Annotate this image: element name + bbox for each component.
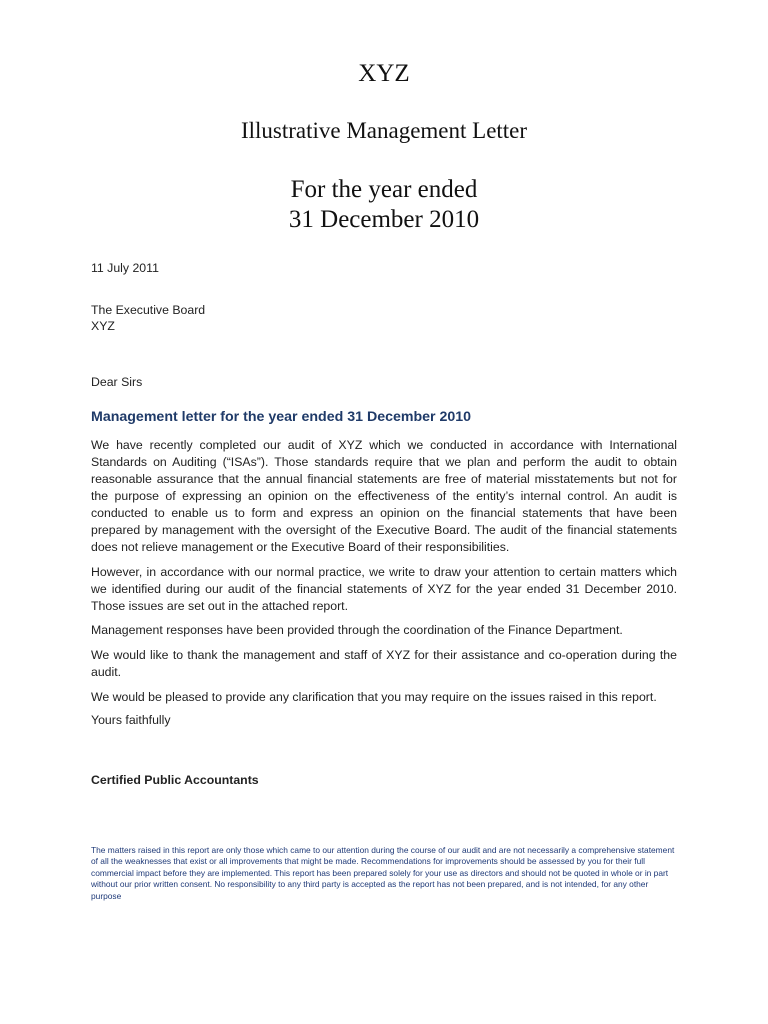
paragraph-thanks: We would like to thank the management and staff of XYZ for their assistance and co-operation during the audit.	[91, 648, 677, 679]
signature-firm: Certified Public Accountants	[91, 773, 259, 787]
letter-date: 11 July 2011	[91, 261, 159, 275]
subject-heading: Management letter for the year ended 31 December 2010	[91, 409, 472, 425]
closing-line: Yours faithfully	[91, 713, 171, 727]
salutation: Dear Sirs	[91, 375, 143, 389]
footer-disclaimer: The matters raised in this report are only those which came to our attention during the course of our audit and are not necessarily a comprehensive statement of all the weaknesses that exist or all improvements that might be made. Recommendations for improvements should be assessed by you for their full commercial impact before they are implemented. This report has been prepared solely for your use as directors and should not be quoted in whole or in part without our prior written consent. No responsibility to any third party is accepted as the report has not been prepared, and is not intended, for any other purpose	[91, 845, 675, 901]
recipient-line2: XYZ	[91, 319, 115, 333]
paragraph-clarification: We would be pleased to provide any clarification that you may require on the issues raised in this report.	[91, 690, 657, 704]
paragraph-management-responses: Management responses have been provided through the coordination of the Finance Department.	[91, 623, 623, 637]
recipient-line1: The Executive Board	[91, 303, 206, 317]
company-name-title: XYZ	[358, 60, 410, 87]
paragraph-audit-scope: We have recently completed our audit of XYZ which we conducted in accordance with International Standards on Auditing (“ISAs”). Those standards require that we plan and perform the audit to obtain reasonable assurance that the annual financial statements are free of material misstatements but not for the purpose of expressing an opinion on the effectiveness of the entity’s internal control. An audit is conducted to enable us to form and express an opinion on the financial statements that have been prepared by management with the oversight of the Executive Board. The audit of the financial statements does not relieve management or the Executive Board of their responsibilities.	[91, 438, 677, 554]
period-title-line2: 31 December 2010	[288, 206, 480, 233]
paragraph-matters: However, in accordance with our normal practice, we write to draw your attention to certain matters which we identified during our audit of the financial statements of XYZ for the year ended 31 December 2010. Those issues are set out in the attached report.	[91, 565, 677, 613]
period-title-line1: For the year ended	[290, 176, 478, 203]
letter-title: Illustrative Management Letter	[240, 118, 528, 143]
